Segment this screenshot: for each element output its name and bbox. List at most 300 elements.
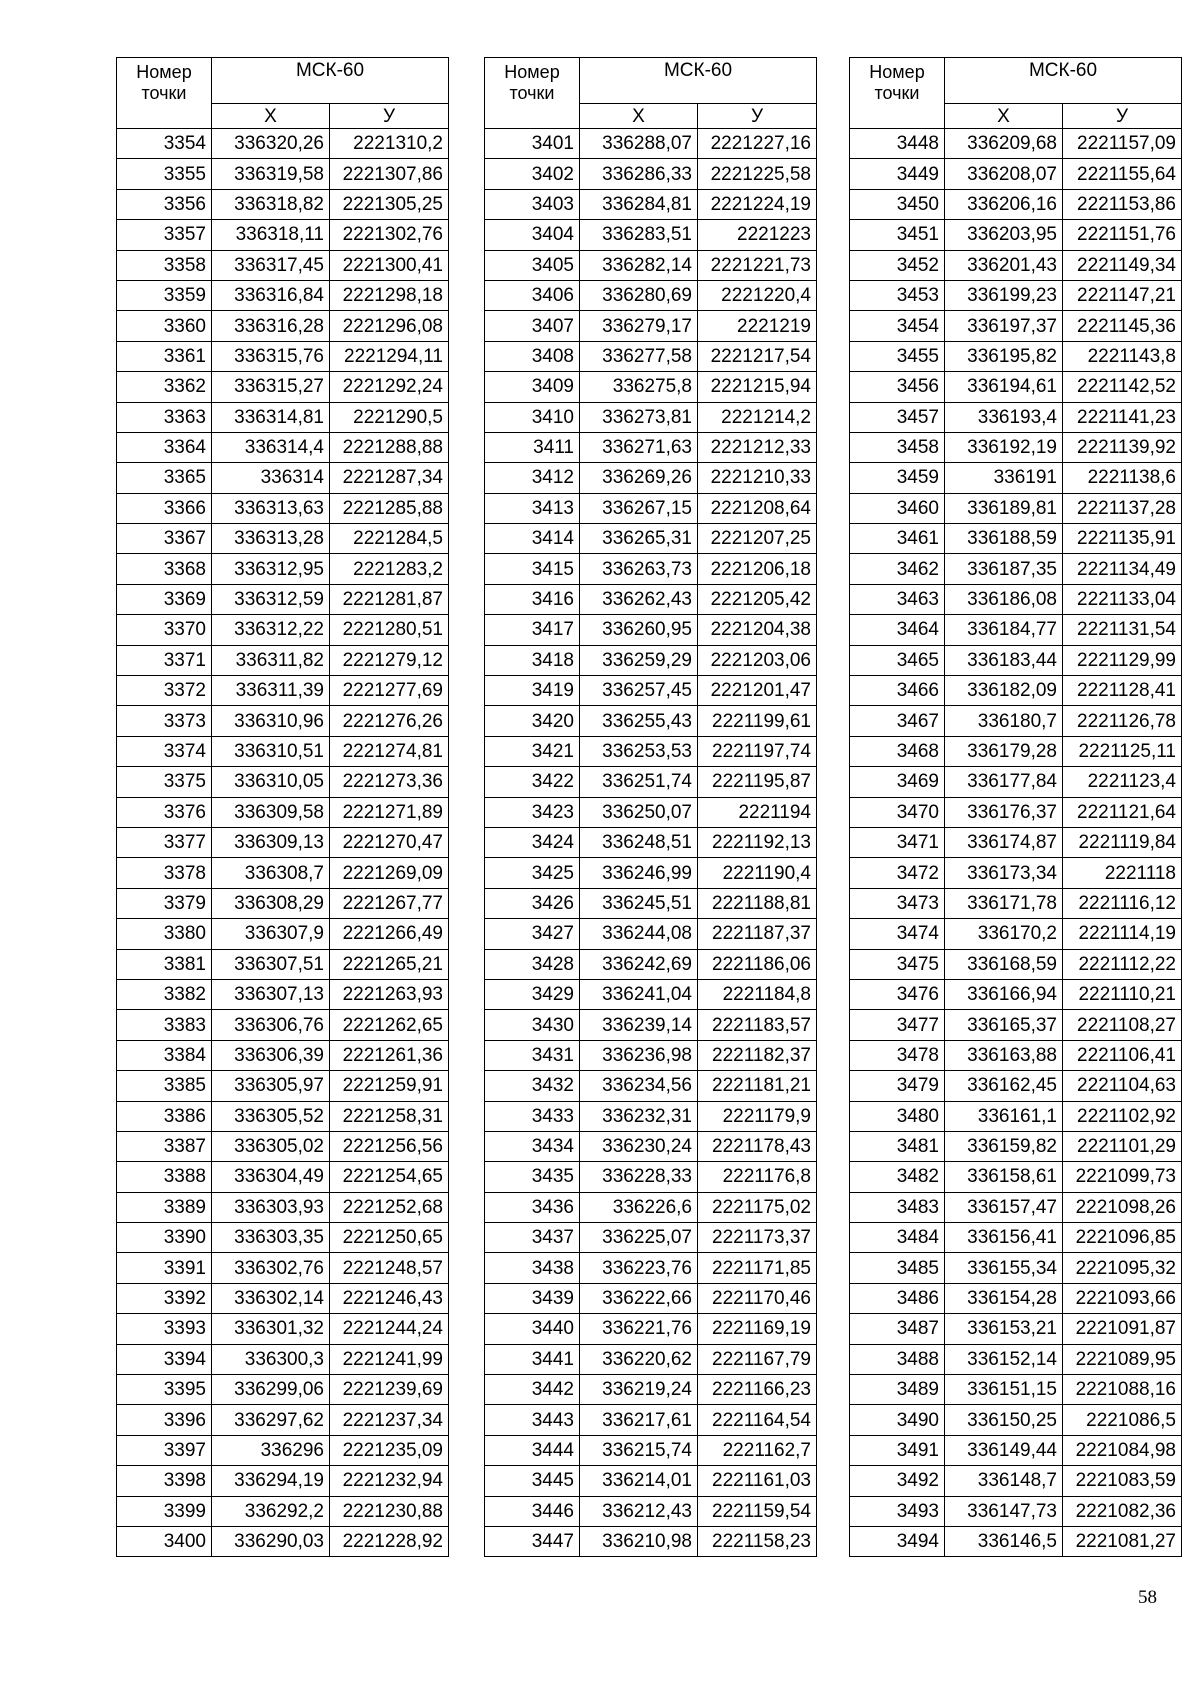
x-coordinate-cell: 336307,9 xyxy=(212,919,330,949)
x-coordinate-cell: 336171,78 xyxy=(945,888,1063,918)
y-coordinate-cell: 2221276,26 xyxy=(330,706,449,736)
table-row xyxy=(485,280,817,310)
y-coordinate-cell: 2221266,49 xyxy=(330,919,449,949)
x-coordinate-cell: 336234,56 xyxy=(580,1071,698,1101)
table-row xyxy=(117,797,449,827)
y-coordinate-cell: 2221167,79 xyxy=(698,1344,817,1374)
header-coordinate-system: МСК-60 xyxy=(580,58,817,104)
x-coordinate-cell: 336230,24 xyxy=(580,1131,698,1161)
point-number-cell: 3494 xyxy=(850,1526,945,1556)
y-coordinate-cell: 2221184,8 xyxy=(698,979,817,1009)
table-row xyxy=(485,1010,817,1040)
table-row xyxy=(117,584,449,614)
x-coordinate-cell: 336303,35 xyxy=(212,1223,330,1253)
x-coordinate-cell: 336201,43 xyxy=(945,250,1063,280)
table-row xyxy=(485,341,817,371)
point-number-cell: 3486 xyxy=(850,1283,945,1313)
point-number-cell: 3371 xyxy=(117,645,212,675)
table-row xyxy=(850,1010,1182,1040)
y-coordinate-cell: 2221203,06 xyxy=(698,645,817,675)
x-coordinate-cell: 336253,53 xyxy=(580,736,698,766)
point-number-cell: 3456 xyxy=(850,372,945,402)
x-coordinate-cell: 336203,95 xyxy=(945,220,1063,250)
x-coordinate-cell: 336159,82 xyxy=(945,1131,1063,1161)
x-coordinate-cell: 336179,28 xyxy=(945,736,1063,766)
y-coordinate-cell: 2221194 xyxy=(698,797,817,827)
point-number-cell: 3420 xyxy=(485,706,580,736)
point-number-cell: 3489 xyxy=(850,1375,945,1405)
x-coordinate-cell: 336296 xyxy=(212,1435,330,1465)
point-number-cell: 3381 xyxy=(117,949,212,979)
y-coordinate-cell: 2221192,13 xyxy=(698,827,817,857)
x-coordinate-cell: 336279,17 xyxy=(580,311,698,341)
x-coordinate-cell: 336251,74 xyxy=(580,767,698,797)
table-row xyxy=(485,189,817,219)
table-row xyxy=(850,402,1182,432)
point-number-cell: 3430 xyxy=(485,1010,580,1040)
x-coordinate-cell: 336299,06 xyxy=(212,1375,330,1405)
x-coordinate-cell: 336223,76 xyxy=(580,1253,698,1283)
point-number-cell: 3477 xyxy=(850,1010,945,1040)
y-coordinate-cell: 2221187,37 xyxy=(698,919,817,949)
table-row xyxy=(485,1344,817,1374)
y-coordinate-cell: 2221169,19 xyxy=(698,1314,817,1344)
table-row xyxy=(117,220,449,250)
point-number-cell: 3492 xyxy=(850,1466,945,1496)
x-coordinate-cell: 336305,52 xyxy=(212,1101,330,1131)
x-coordinate-cell: 336305,02 xyxy=(212,1131,330,1161)
x-coordinate-cell: 336306,39 xyxy=(212,1040,330,1070)
table-row xyxy=(850,372,1182,402)
x-coordinate-cell: 336267,15 xyxy=(580,493,698,523)
y-coordinate-cell: 2221195,87 xyxy=(698,767,817,797)
x-coordinate-cell: 336294,19 xyxy=(212,1466,330,1496)
table-row xyxy=(850,311,1182,341)
x-coordinate-cell: 336316,28 xyxy=(212,311,330,341)
x-coordinate-cell: 336313,63 xyxy=(212,493,330,523)
point-number-cell: 3377 xyxy=(117,827,212,857)
table-row xyxy=(485,615,817,645)
point-number-cell: 3474 xyxy=(850,919,945,949)
point-number-cell: 3455 xyxy=(850,341,945,371)
x-coordinate-cell: 336319,58 xyxy=(212,159,330,189)
y-coordinate-cell: 2221250,65 xyxy=(330,1223,449,1253)
point-number-cell: 3404 xyxy=(485,220,580,250)
x-coordinate-cell: 336305,97 xyxy=(212,1071,330,1101)
point-number-cell: 3441 xyxy=(485,1344,580,1374)
point-number-cell: 3483 xyxy=(850,1192,945,1222)
y-coordinate-cell: 2221161,03 xyxy=(698,1466,817,1496)
table-row xyxy=(485,979,817,1009)
x-coordinate-cell: 336317,45 xyxy=(212,250,330,280)
table-row xyxy=(485,1101,817,1131)
point-number-cell: 3390 xyxy=(117,1223,212,1253)
table-row xyxy=(117,615,449,645)
point-number-cell: 3363 xyxy=(117,402,212,432)
header-coordinate-system: МСК-60 xyxy=(945,58,1182,104)
y-coordinate-cell: 2221261,36 xyxy=(330,1040,449,1070)
x-coordinate-cell: 336307,13 xyxy=(212,979,330,1009)
x-coordinate-cell: 336282,14 xyxy=(580,250,698,280)
table-row xyxy=(485,1131,817,1161)
table-row xyxy=(485,858,817,888)
point-number-cell: 3448 xyxy=(850,129,945,159)
x-coordinate-cell: 336302,14 xyxy=(212,1283,330,1313)
table-row xyxy=(850,1131,1182,1161)
x-coordinate-cell: 336284,81 xyxy=(580,189,698,219)
x-coordinate-cell: 336245,51 xyxy=(580,888,698,918)
point-number-cell: 3437 xyxy=(485,1223,580,1253)
table-row xyxy=(850,524,1182,554)
table-row xyxy=(485,311,817,341)
point-number-cell: 3416 xyxy=(485,584,580,614)
x-coordinate-cell: 336208,07 xyxy=(945,159,1063,189)
y-coordinate-cell: 2221181,21 xyxy=(698,1071,817,1101)
x-coordinate-cell: 336220,62 xyxy=(580,1344,698,1374)
x-coordinate-cell: 336189,81 xyxy=(945,493,1063,523)
point-number-cell: 3428 xyxy=(485,949,580,979)
y-coordinate-cell: 2221265,21 xyxy=(330,949,449,979)
point-number-cell: 3379 xyxy=(117,888,212,918)
point-number-cell: 3413 xyxy=(485,493,580,523)
point-number-cell: 3465 xyxy=(850,645,945,675)
table-row xyxy=(485,1040,817,1070)
point-number-cell: 3373 xyxy=(117,706,212,736)
y-coordinate-cell: 2221157,09 xyxy=(1063,129,1182,159)
table-row xyxy=(117,736,449,766)
header-y: У xyxy=(1063,104,1182,129)
y-coordinate-cell: 2221108,27 xyxy=(1063,1010,1182,1040)
table-row xyxy=(850,493,1182,523)
x-coordinate-cell: 336199,23 xyxy=(945,280,1063,310)
point-number-cell: 3366 xyxy=(117,493,212,523)
y-coordinate-cell: 2221224,19 xyxy=(698,189,817,219)
y-coordinate-cell: 2221237,34 xyxy=(330,1405,449,1435)
y-coordinate-cell: 2221171,85 xyxy=(698,1253,817,1283)
x-coordinate-cell: 336183,44 xyxy=(945,645,1063,675)
point-number-cell: 3473 xyxy=(850,888,945,918)
table-row xyxy=(850,797,1182,827)
table-row xyxy=(850,676,1182,706)
x-coordinate-cell: 336312,59 xyxy=(212,584,330,614)
y-coordinate-cell: 2221256,56 xyxy=(330,1131,449,1161)
point-number-cell: 3470 xyxy=(850,797,945,827)
x-coordinate-cell: 336149,44 xyxy=(945,1435,1063,1465)
point-number-cell: 3361 xyxy=(117,341,212,371)
page-number: 58 xyxy=(1138,1587,1157,1608)
y-coordinate-cell: 2221138,6 xyxy=(1063,463,1182,493)
table-row xyxy=(485,463,817,493)
y-coordinate-cell: 2221210,33 xyxy=(698,463,817,493)
x-coordinate-cell: 336250,07 xyxy=(580,797,698,827)
point-number-cell: 3433 xyxy=(485,1101,580,1131)
y-coordinate-cell: 2221179,9 xyxy=(698,1101,817,1131)
table-row xyxy=(850,129,1182,159)
y-coordinate-cell: 2221281,87 xyxy=(330,584,449,614)
x-coordinate-cell: 336173,34 xyxy=(945,858,1063,888)
table-row xyxy=(485,372,817,402)
y-coordinate-cell: 2221121,64 xyxy=(1063,797,1182,827)
x-coordinate-cell: 336146,5 xyxy=(945,1526,1063,1556)
y-coordinate-cell: 2221101,29 xyxy=(1063,1131,1182,1161)
table-row xyxy=(485,402,817,432)
x-coordinate-cell: 336320,26 xyxy=(212,129,330,159)
y-coordinate-cell: 2221093,66 xyxy=(1063,1283,1182,1313)
table-row xyxy=(117,432,449,462)
point-number-cell: 3412 xyxy=(485,463,580,493)
y-coordinate-cell: 2221258,31 xyxy=(330,1101,449,1131)
table-row xyxy=(485,159,817,189)
y-coordinate-cell: 2221228,92 xyxy=(330,1526,449,1556)
table-row xyxy=(850,280,1182,310)
y-coordinate-cell: 2221199,61 xyxy=(698,706,817,736)
y-coordinate-cell: 2221131,54 xyxy=(1063,615,1182,645)
point-number-cell: 3434 xyxy=(485,1131,580,1161)
y-coordinate-cell: 2221283,2 xyxy=(330,554,449,584)
table-row xyxy=(850,1314,1182,1344)
x-coordinate-cell: 336165,37 xyxy=(945,1010,1063,1040)
table-row xyxy=(850,1283,1182,1313)
x-coordinate-cell: 336290,03 xyxy=(212,1526,330,1556)
x-coordinate-cell: 336221,76 xyxy=(580,1314,698,1344)
y-coordinate-cell: 2221201,47 xyxy=(698,676,817,706)
point-number-cell: 3394 xyxy=(117,1344,212,1374)
point-number-cell: 3407 xyxy=(485,311,580,341)
x-coordinate-cell: 336166,94 xyxy=(945,979,1063,1009)
y-coordinate-cell: 2221099,73 xyxy=(1063,1162,1182,1192)
table-row xyxy=(485,767,817,797)
x-coordinate-cell: 336315,76 xyxy=(212,341,330,371)
point-number-cell: 3372 xyxy=(117,676,212,706)
table-row xyxy=(850,1344,1182,1374)
table-row xyxy=(850,1192,1182,1222)
y-coordinate-cell: 2221212,33 xyxy=(698,432,817,462)
table-row xyxy=(850,949,1182,979)
point-number-cell: 3449 xyxy=(850,159,945,189)
y-coordinate-cell: 2221273,36 xyxy=(330,767,449,797)
x-coordinate-cell: 336309,13 xyxy=(212,827,330,857)
y-coordinate-cell: 2221133,04 xyxy=(1063,584,1182,614)
table-row xyxy=(117,280,449,310)
header-x: X xyxy=(945,104,1063,129)
table-row xyxy=(117,493,449,523)
table-row xyxy=(485,797,817,827)
point-number-cell: 3408 xyxy=(485,341,580,371)
point-number-cell: 3488 xyxy=(850,1344,945,1374)
table-row xyxy=(117,1071,449,1101)
x-coordinate-cell: 336156,41 xyxy=(945,1223,1063,1253)
table-row xyxy=(117,1131,449,1161)
table-row xyxy=(850,858,1182,888)
table-row xyxy=(117,1405,449,1435)
point-number-cell: 3401 xyxy=(485,129,580,159)
y-coordinate-cell: 2221223 xyxy=(698,220,817,250)
y-coordinate-cell: 2221300,41 xyxy=(330,250,449,280)
x-coordinate-cell: 336170,2 xyxy=(945,919,1063,949)
point-number-cell: 3447 xyxy=(485,1526,580,1556)
x-coordinate-cell: 336315,27 xyxy=(212,372,330,402)
table-row xyxy=(485,676,817,706)
table-row xyxy=(850,159,1182,189)
x-coordinate-cell: 336239,14 xyxy=(580,1010,698,1040)
table-row xyxy=(850,1253,1182,1283)
x-coordinate-cell: 336215,74 xyxy=(580,1435,698,1465)
table-row xyxy=(850,1162,1182,1192)
point-number-cell: 3385 xyxy=(117,1071,212,1101)
point-number-cell: 3364 xyxy=(117,432,212,462)
x-coordinate-cell: 336308,7 xyxy=(212,858,330,888)
point-number-cell: 3374 xyxy=(117,736,212,766)
table-row xyxy=(485,1071,817,1101)
y-coordinate-cell: 2221232,94 xyxy=(330,1466,449,1496)
point-number-cell: 3418 xyxy=(485,645,580,675)
y-coordinate-cell: 2221086,5 xyxy=(1063,1405,1182,1435)
x-coordinate-cell: 336297,62 xyxy=(212,1405,330,1435)
y-coordinate-cell: 2221135,91 xyxy=(1063,524,1182,554)
y-coordinate-cell: 2221263,93 xyxy=(330,979,449,1009)
x-coordinate-cell: 336222,66 xyxy=(580,1283,698,1313)
y-coordinate-cell: 2221287,34 xyxy=(330,463,449,493)
point-number-cell: 3451 xyxy=(850,220,945,250)
table-row xyxy=(850,919,1182,949)
y-coordinate-cell: 2221208,64 xyxy=(698,493,817,523)
table-row xyxy=(117,949,449,979)
table-row xyxy=(850,1526,1182,1556)
x-coordinate-cell: 336161,1 xyxy=(945,1101,1063,1131)
point-number-cell: 3453 xyxy=(850,280,945,310)
point-number-cell: 3476 xyxy=(850,979,945,1009)
point-number-cell: 3472 xyxy=(850,858,945,888)
point-number-cell: 3467 xyxy=(850,706,945,736)
table-row xyxy=(117,919,449,949)
y-coordinate-cell: 2221114,19 xyxy=(1063,919,1182,949)
x-coordinate-cell: 336265,31 xyxy=(580,524,698,554)
x-coordinate-cell: 336236,98 xyxy=(580,1040,698,1070)
table-row xyxy=(485,524,817,554)
y-coordinate-cell: 2221207,25 xyxy=(698,524,817,554)
table-row xyxy=(850,1496,1182,1526)
y-coordinate-cell: 2221296,08 xyxy=(330,311,449,341)
x-coordinate-cell: 336316,84 xyxy=(212,280,330,310)
y-coordinate-cell: 2221214,2 xyxy=(698,402,817,432)
table-row xyxy=(117,159,449,189)
y-coordinate-cell: 2221310,2 xyxy=(330,129,449,159)
x-coordinate-cell: 336193,4 xyxy=(945,402,1063,432)
table-row xyxy=(850,584,1182,614)
x-coordinate-cell: 336255,43 xyxy=(580,706,698,736)
y-coordinate-cell: 2221112,22 xyxy=(1063,949,1182,979)
table-row xyxy=(850,736,1182,766)
y-coordinate-cell: 2221175,02 xyxy=(698,1192,817,1222)
x-coordinate-cell: 336306,76 xyxy=(212,1010,330,1040)
table-row xyxy=(850,1223,1182,1253)
x-coordinate-cell: 336206,16 xyxy=(945,189,1063,219)
table-row xyxy=(485,1162,817,1192)
coordinates-table-3 xyxy=(849,57,1182,1557)
x-coordinate-cell: 336154,28 xyxy=(945,1283,1063,1313)
point-number-cell: 3493 xyxy=(850,1496,945,1526)
x-coordinate-cell: 336191 xyxy=(945,463,1063,493)
table-row xyxy=(117,1466,449,1496)
table-row xyxy=(850,220,1182,250)
point-number-cell: 3466 xyxy=(850,676,945,706)
point-number-cell: 3384 xyxy=(117,1040,212,1070)
table-row xyxy=(485,1375,817,1405)
point-number-cell: 3383 xyxy=(117,1010,212,1040)
point-number-cell: 3376 xyxy=(117,797,212,827)
table-row xyxy=(117,1162,449,1192)
x-coordinate-cell: 336248,51 xyxy=(580,827,698,857)
x-coordinate-cell: 336263,73 xyxy=(580,554,698,584)
point-number-cell: 3482 xyxy=(850,1162,945,1192)
x-coordinate-cell: 336226,6 xyxy=(580,1192,698,1222)
x-coordinate-cell: 336312,22 xyxy=(212,615,330,645)
table-row xyxy=(117,1101,449,1131)
point-number-cell: 3462 xyxy=(850,554,945,584)
table-row xyxy=(850,767,1182,797)
x-coordinate-cell: 336152,14 xyxy=(945,1344,1063,1374)
x-coordinate-cell: 336301,32 xyxy=(212,1314,330,1344)
x-coordinate-cell: 336209,68 xyxy=(945,129,1063,159)
y-coordinate-cell: 2221246,43 xyxy=(330,1283,449,1313)
x-coordinate-cell: 336262,43 xyxy=(580,584,698,614)
point-number-cell: 3491 xyxy=(850,1435,945,1465)
y-coordinate-cell: 2221096,85 xyxy=(1063,1223,1182,1253)
table-row xyxy=(117,129,449,159)
point-number-cell: 3445 xyxy=(485,1466,580,1496)
point-number-cell: 3387 xyxy=(117,1131,212,1161)
point-number-cell: 3369 xyxy=(117,584,212,614)
y-coordinate-cell: 2221151,76 xyxy=(1063,220,1182,250)
x-coordinate-cell: 336313,28 xyxy=(212,524,330,554)
table-row xyxy=(485,584,817,614)
y-coordinate-cell: 2221104,63 xyxy=(1063,1071,1182,1101)
y-coordinate-cell: 2221102,92 xyxy=(1063,1101,1182,1131)
point-number-cell: 3422 xyxy=(485,767,580,797)
table-row xyxy=(485,129,817,159)
x-coordinate-cell: 336162,45 xyxy=(945,1071,1063,1101)
y-coordinate-cell: 2221166,23 xyxy=(698,1375,817,1405)
table-row xyxy=(485,250,817,280)
point-number-cell: 3393 xyxy=(117,1314,212,1344)
x-coordinate-cell: 336310,51 xyxy=(212,736,330,766)
y-coordinate-cell: 2221118 xyxy=(1063,858,1182,888)
x-coordinate-cell: 336314 xyxy=(212,463,330,493)
point-number-cell: 3403 xyxy=(485,189,580,219)
table-row xyxy=(850,1101,1182,1131)
table-row xyxy=(850,554,1182,584)
y-coordinate-cell: 2221284,5 xyxy=(330,524,449,554)
x-coordinate-cell: 336212,43 xyxy=(580,1496,698,1526)
header-point-number: Номер точки xyxy=(117,58,212,129)
y-coordinate-cell: 2221159,54 xyxy=(698,1496,817,1526)
table-row xyxy=(117,1283,449,1313)
y-coordinate-cell: 2221142,52 xyxy=(1063,372,1182,402)
x-coordinate-cell: 336217,61 xyxy=(580,1405,698,1435)
x-coordinate-cell: 336244,08 xyxy=(580,919,698,949)
point-number-cell: 3395 xyxy=(117,1375,212,1405)
point-number-cell: 3409 xyxy=(485,372,580,402)
table-row xyxy=(850,888,1182,918)
header-point-number: Номер точки xyxy=(485,58,580,129)
y-coordinate-cell: 2221139,92 xyxy=(1063,432,1182,462)
y-coordinate-cell: 2221307,86 xyxy=(330,159,449,189)
table-row xyxy=(117,311,449,341)
table-row xyxy=(485,706,817,736)
table-row xyxy=(850,341,1182,371)
point-number-cell: 3378 xyxy=(117,858,212,888)
x-coordinate-cell: 336210,98 xyxy=(580,1526,698,1556)
